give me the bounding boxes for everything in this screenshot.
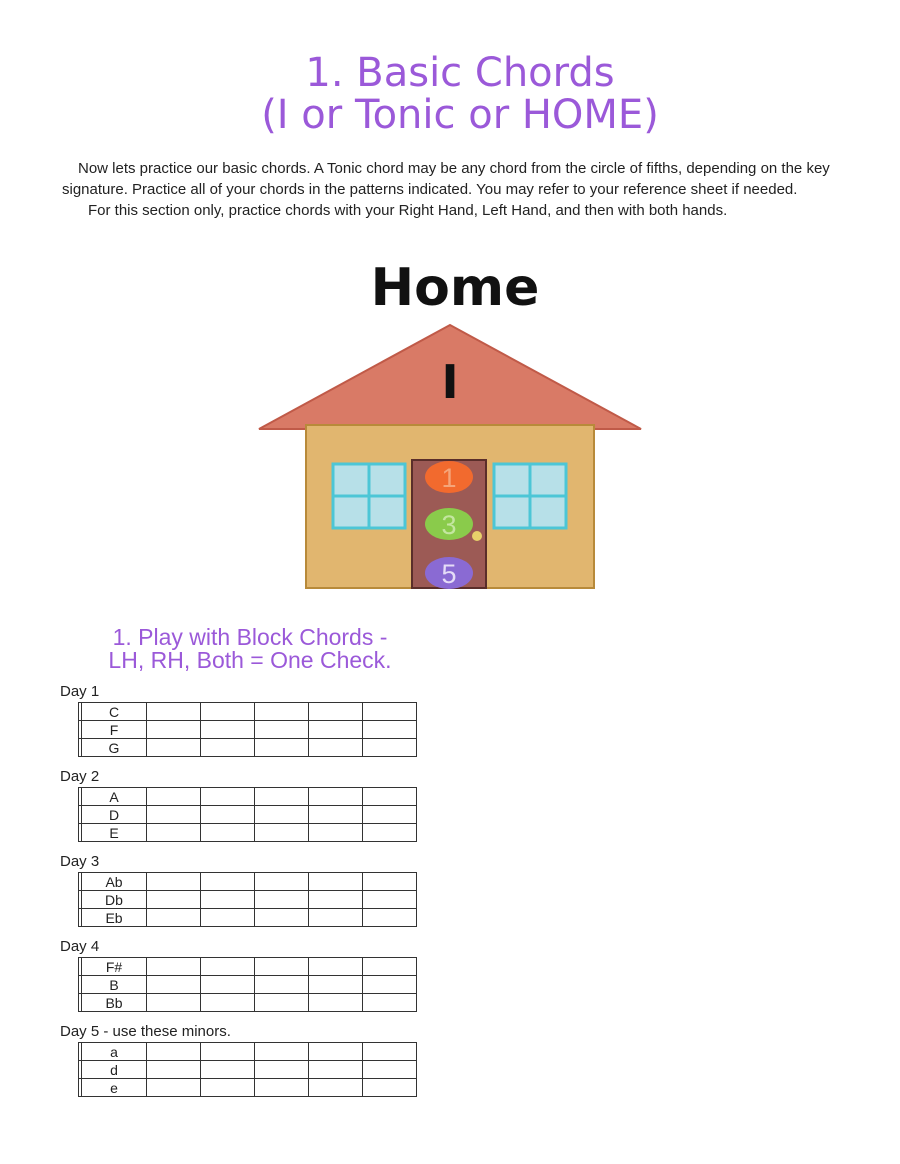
check-box-cell[interactable] xyxy=(201,1061,255,1079)
day-label: Day 1 xyxy=(60,683,100,700)
check-box-cell[interactable] xyxy=(147,1079,201,1097)
roof-label: I xyxy=(441,355,459,409)
day-block xyxy=(60,768,417,842)
section-heading-line-2: LH, RH, Both = One Check. xyxy=(108,647,392,673)
check-box-cell[interactable] xyxy=(147,703,201,721)
chord-name-cell: F xyxy=(82,721,147,739)
chord-name-cell: G xyxy=(82,739,147,757)
chord-row xyxy=(79,703,417,721)
door-knob xyxy=(472,531,482,541)
section-heading-line-1: 1. Play with Block Chords - xyxy=(112,624,388,650)
check-box-cell[interactable] xyxy=(147,1061,201,1079)
left-window xyxy=(333,464,405,528)
check-box-cell[interactable] xyxy=(201,994,255,1012)
check-box-cell[interactable] xyxy=(201,824,255,842)
chord-name-cell: Eb xyxy=(82,909,147,927)
check-box-cell[interactable] xyxy=(255,824,309,842)
chord-check-table xyxy=(78,872,417,927)
check-box-cell[interactable] xyxy=(363,1079,417,1097)
check-box-cell[interactable] xyxy=(309,873,363,891)
day-block xyxy=(60,683,417,757)
check-box-cell[interactable] xyxy=(255,739,309,757)
check-box-cell[interactable] xyxy=(147,891,201,909)
check-box-cell[interactable] xyxy=(201,958,255,976)
check-box-cell[interactable] xyxy=(255,909,309,927)
check-box-cell[interactable] xyxy=(363,788,417,806)
chord-check-table xyxy=(78,1042,417,1097)
check-box-cell[interactable] xyxy=(201,806,255,824)
chord-row xyxy=(79,976,417,994)
check-box-cell[interactable] xyxy=(201,873,255,891)
day-label: Day 2 xyxy=(60,768,100,785)
chord-name-cell: C xyxy=(82,703,147,721)
right-window xyxy=(494,464,566,528)
check-box-cell[interactable] xyxy=(147,958,201,976)
door-number-3: 3 xyxy=(441,510,457,540)
check-box-cell[interactable] xyxy=(147,1043,201,1061)
chord-row xyxy=(79,824,417,842)
chord-check-table xyxy=(78,787,417,842)
chord-row xyxy=(79,909,417,927)
chord-row xyxy=(79,721,417,739)
check-box-cell[interactable] xyxy=(309,721,363,739)
check-box-cell[interactable] xyxy=(147,824,201,842)
home-heading: Home xyxy=(370,258,540,318)
check-box-cell[interactable] xyxy=(201,976,255,994)
check-box-cell[interactable] xyxy=(147,806,201,824)
check-box-cell[interactable] xyxy=(147,721,201,739)
check-box-cell[interactable] xyxy=(255,703,309,721)
title-line-2: (I or Tonic or HOME) xyxy=(261,92,659,138)
check-box-cell[interactable] xyxy=(363,873,417,891)
chord-row xyxy=(79,788,417,806)
chord-name-cell: a xyxy=(82,1043,147,1061)
check-box-cell[interactable] xyxy=(201,703,255,721)
chord-name-cell: Ab xyxy=(82,873,147,891)
check-box-cell[interactable] xyxy=(201,891,255,909)
chord-name-cell: B xyxy=(82,976,147,994)
check-box-cell[interactable] xyxy=(201,909,255,927)
check-box-cell[interactable] xyxy=(309,976,363,994)
check-box-cell[interactable] xyxy=(309,739,363,757)
check-box-cell[interactable] xyxy=(147,994,201,1012)
check-box-cell[interactable] xyxy=(201,788,255,806)
chord-row xyxy=(79,891,417,909)
check-box-cell[interactable] xyxy=(309,806,363,824)
chord-row xyxy=(79,1043,417,1061)
chord-name-cell: D xyxy=(82,806,147,824)
check-box-cell[interactable] xyxy=(363,721,417,739)
chord-row xyxy=(79,1079,417,1097)
page-title xyxy=(0,52,900,136)
title-line-1: 1. Basic Chords xyxy=(305,50,615,96)
check-box-cell[interactable] xyxy=(255,891,309,909)
check-box-cell[interactable] xyxy=(255,958,309,976)
section-heading xyxy=(60,626,440,672)
chord-check-table xyxy=(78,702,417,757)
chord-name-cell: Bb xyxy=(82,994,147,1012)
door-number-5: 5 xyxy=(441,559,457,589)
check-box-cell[interactable] xyxy=(309,994,363,1012)
check-box-cell[interactable] xyxy=(255,1061,309,1079)
intro-paragraph-1: Now lets practice our basic chords. A Tonic chord may be any chord from the circle of fifths, depending on the key signature. Practice all of your chords in the patterns indicated. You may refer to your reference sheet if needed. xyxy=(62,160,830,198)
chord-check-table xyxy=(78,957,417,1012)
check-box-cell[interactable] xyxy=(363,824,417,842)
check-box-cell[interactable] xyxy=(255,1079,309,1097)
check-box-cell[interactable] xyxy=(363,976,417,994)
check-box-cell[interactable] xyxy=(309,788,363,806)
check-box-cell[interactable] xyxy=(201,721,255,739)
check-box-cell[interactable] xyxy=(201,1043,255,1061)
day-label: Day 3 xyxy=(60,853,100,870)
chord-name-cell: E xyxy=(82,824,147,842)
check-box-cell[interactable] xyxy=(309,958,363,976)
check-box-cell[interactable] xyxy=(255,994,309,1012)
check-box-cell[interactable] xyxy=(363,739,417,757)
check-box-cell[interactable] xyxy=(255,976,309,994)
chord-row xyxy=(79,873,417,891)
chord-row xyxy=(79,806,417,824)
check-box-cell[interactable] xyxy=(363,891,417,909)
check-box-cell[interactable] xyxy=(309,1061,363,1079)
check-box-cell[interactable] xyxy=(147,909,201,927)
chord-name-cell: e xyxy=(82,1079,147,1097)
check-box-cell[interactable] xyxy=(363,909,417,927)
intro-paragraph-2: For this section only, practice chords with your Right Hand, Left Hand, and then with both hands. xyxy=(88,202,728,219)
check-box-cell[interactable] xyxy=(363,1061,417,1079)
check-box-cell[interactable] xyxy=(363,806,417,824)
check-box-cell[interactable] xyxy=(309,703,363,721)
check-box-cell[interactable] xyxy=(147,976,201,994)
check-box-cell[interactable] xyxy=(363,958,417,976)
chord-name-cell: Db xyxy=(82,891,147,909)
chord-name-cell: d xyxy=(82,1061,147,1079)
check-box-cell[interactable] xyxy=(363,994,417,1012)
check-box-cell[interactable] xyxy=(309,891,363,909)
check-box-cell[interactable] xyxy=(309,1079,363,1097)
check-box-cell[interactable] xyxy=(309,909,363,927)
check-box-cell[interactable] xyxy=(147,873,201,891)
day-block xyxy=(60,938,417,1012)
check-box-cell[interactable] xyxy=(255,721,309,739)
check-box-cell[interactable] xyxy=(147,788,201,806)
check-box-cell[interactable] xyxy=(201,1079,255,1097)
chord-row xyxy=(79,994,417,1012)
check-box-cell[interactable] xyxy=(309,824,363,842)
day-label: Day 4 xyxy=(60,938,100,955)
check-box-cell[interactable] xyxy=(255,1043,309,1061)
day-block xyxy=(60,1023,417,1097)
check-box-cell[interactable] xyxy=(309,1043,363,1061)
check-box-cell[interactable] xyxy=(363,1043,417,1061)
door-number-1: 1 xyxy=(441,463,457,493)
intro-text xyxy=(62,158,852,221)
chord-row xyxy=(79,1061,417,1079)
chord-name-cell: F# xyxy=(82,958,147,976)
chord-name-cell: A xyxy=(82,788,147,806)
check-box-cell[interactable] xyxy=(363,703,417,721)
day-block xyxy=(60,853,417,927)
house-illustration xyxy=(255,322,645,592)
chord-row xyxy=(79,958,417,976)
check-box-cell[interactable] xyxy=(255,806,309,824)
check-box-cell[interactable] xyxy=(255,873,309,891)
check-box-cell[interactable] xyxy=(255,788,309,806)
check-box-cell[interactable] xyxy=(147,739,201,757)
day-label: Day 5 - use these minors. xyxy=(60,1023,231,1040)
check-box-cell[interactable] xyxy=(201,739,255,757)
chord-row xyxy=(79,739,417,757)
